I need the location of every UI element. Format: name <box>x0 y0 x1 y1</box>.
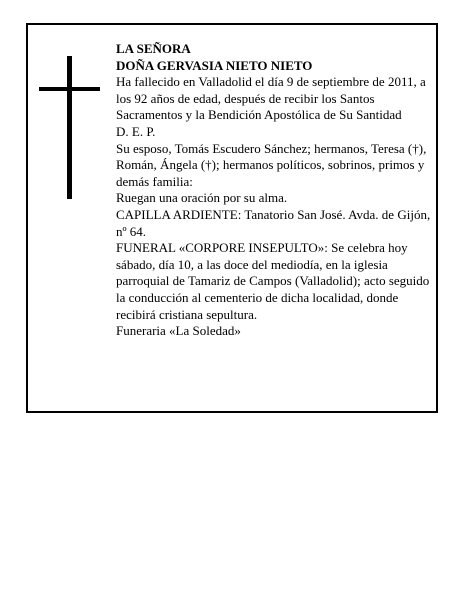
cross-horizontal-bar <box>39 87 100 91</box>
prayer-request: Ruegan una oración por su alma. <box>116 190 288 206</box>
notice-heading: LA SEÑORA <box>116 41 191 56</box>
notice-text <box>116 41 432 340</box>
rip-text: D. E. P. <box>116 123 156 139</box>
obituary-notice <box>26 23 438 413</box>
funeral-home: Funeraria «La Soledad» <box>116 323 241 339</box>
family-text: Su esposo, Tomás Escudero Sánchez; hermanos, Teresa (†), Román, Ángela (†); hermanos políticos, sobrinos, primos y demás familia: <box>116 140 427 189</box>
funeral-service: FUNERAL «CORPORE INSEPULTO»: Se celebra hoy sábado, día 10, a las doce del mediodía, en la iglesia parroquial de Tamariz de Campos (Valladolid); acto seguido la conducción al cementerio de dicha localidad, donde recibirá cristiana sepultura. <box>116 240 430 322</box>
cross-icon <box>39 56 100 199</box>
deceased-name: DOÑA GERVASIA NIETO NIETO <box>116 57 313 73</box>
death-statement: Ha fallecido en Valladolid el día 9 de septiembre de 2011, a los 92 años de edad, después de recibir los Santos Sacramentos y la Bendición Apostólica de Su Santidad <box>116 74 426 123</box>
funeral-chapel: CAPILLA ARDIENTE: Tanatorio San José. Avda. de Gijón, nº 64. <box>116 206 431 239</box>
cross-vertical-bar <box>67 56 72 199</box>
